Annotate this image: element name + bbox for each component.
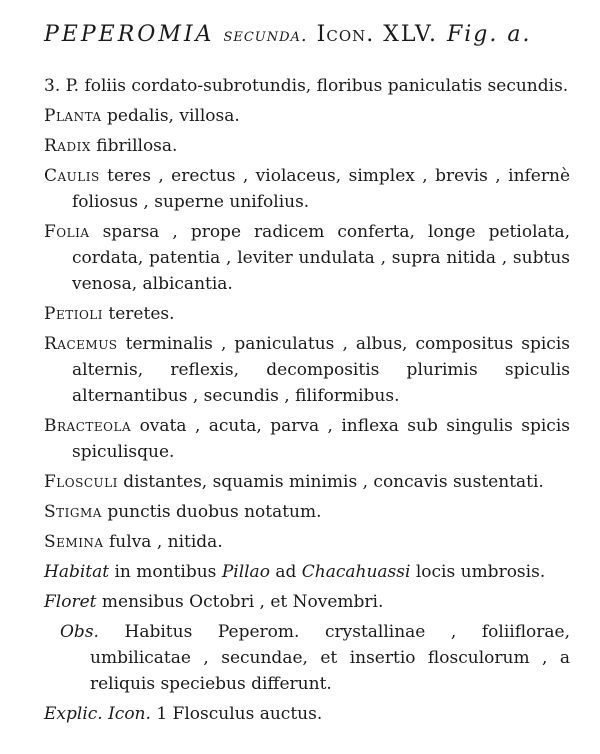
- figure-label: Fig. a.: [446, 22, 532, 47]
- semina-term: Semina: [44, 532, 104, 552]
- floret-term: Floret: [44, 592, 97, 612]
- diagnosis-text: foliis cordato-subrotundis, floribus paniculatis secundis.: [84, 76, 569, 96]
- diagnosis-lead: 3. P.: [44, 76, 80, 96]
- genus-name: PEPEROMIA: [44, 22, 215, 47]
- radix-entry: [44, 133, 570, 159]
- habitat-entry: [44, 559, 570, 585]
- observation-entry: [44, 619, 570, 697]
- racemus-term: Racemus: [44, 334, 118, 354]
- folia-term: Folia: [44, 222, 90, 242]
- habitat-place-1: Pillao: [221, 562, 270, 582]
- folia-text: sparsa , prope radicem conferta, longe petiolata, cordata, patentia , leviter undulata , supra nitida , subtus venosa, albicantia.: [72, 222, 571, 294]
- flosculi-entry: [44, 469, 570, 495]
- racemus-text: terminalis , paniculatus , albus, compositus spicis alternis, reflexis, decompositis plurimis spiculis alternantibus , secundis , filiformibus.: [72, 334, 570, 406]
- diagnosis-entry: [44, 73, 570, 99]
- radix-text: fibrillosa.: [96, 136, 178, 156]
- folia-entry: [44, 219, 570, 297]
- habitat-term: Habitat: [44, 562, 110, 582]
- bracteola-entry: [44, 413, 570, 465]
- caulis-term: Caulis: [44, 166, 100, 186]
- semina-entry: [44, 529, 570, 555]
- habitat-text-1: in montibus: [114, 562, 217, 582]
- species-name: secunda.: [223, 25, 308, 46]
- icon-number: XLV.: [383, 22, 438, 47]
- explanation-entry: [44, 701, 570, 727]
- floret-text: mensibus Octobri , et Novembri.: [101, 592, 384, 612]
- petioli-term: Petioli: [44, 304, 103, 324]
- explanation-term: Explic. Icon.: [44, 704, 151, 724]
- flosculi-text: distantes, squamis minimis , concavis sustentati.: [123, 472, 544, 492]
- caulis-entry: [44, 163, 570, 215]
- stigma-term: Stigma: [44, 502, 102, 522]
- bracteola-term: Bracteola: [44, 416, 132, 436]
- radix-term: Radix: [44, 136, 91, 156]
- page-header: [44, 22, 570, 47]
- planta-term: Planta: [44, 106, 102, 126]
- petioli-text: teretes.: [108, 304, 175, 324]
- icon-label: Icon.: [316, 22, 375, 47]
- stigma-text: punctis duobus notatum.: [107, 502, 322, 522]
- habitat-text-3: locis umbrosis.: [415, 562, 546, 582]
- habitat-place-2: Chacahuassi: [301, 562, 411, 582]
- observation-text: Habitus Peperom. crystallinae , foliiflorae, umbilicatae , secundae, et insertio flosculorum , a reliquis speciebus differunt.: [90, 622, 571, 694]
- semina-text: fulva , nitida.: [109, 532, 223, 552]
- stigma-entry: [44, 499, 570, 525]
- planta-entry: [44, 103, 570, 129]
- explanation-number: 1: [156, 704, 168, 724]
- observation-term: Obs.: [60, 622, 99, 642]
- petioli-entry: [44, 301, 570, 327]
- floret-entry: [44, 589, 570, 615]
- habitat-text-2: ad: [275, 562, 297, 582]
- planta-text: pedalis, villosa.: [107, 106, 240, 126]
- flosculi-term: Flosculi: [44, 472, 118, 492]
- racemus-entry: [44, 331, 570, 409]
- caulis-text: teres , erectus , violaceus, simplex , brevis , infernè foliosus , superne unifolius.: [72, 166, 570, 212]
- explanation-text: Flosculus auctus.: [172, 704, 323, 724]
- bracteola-text: ovata , acuta, parva , inflexa sub singulis spicis spiculisque.: [72, 416, 570, 462]
